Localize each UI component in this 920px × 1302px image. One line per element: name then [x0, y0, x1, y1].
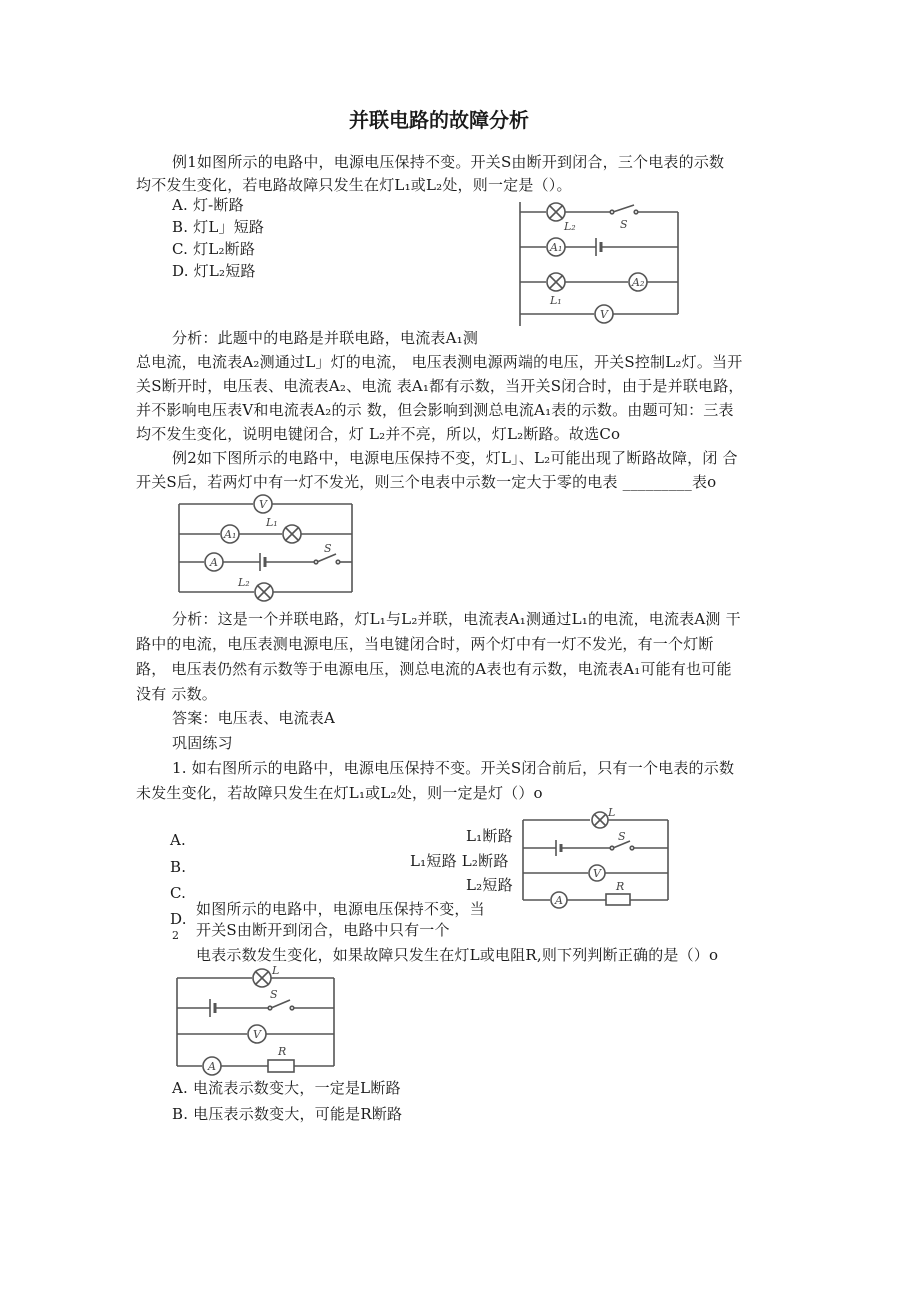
- practice1-option-b-letter: B.: [170, 858, 187, 876]
- svg-text:V: V: [593, 867, 601, 880]
- svg-text:S: S: [620, 218, 628, 231]
- svg-text:L: L: [608, 806, 616, 819]
- ex1-option-c: C. 灯L₂断路: [172, 240, 256, 258]
- practice2-question-line3: 电表示数发生变化，如果故障只发生在灯L或电阻R,则下列判断正确的是（）o: [196, 946, 719, 964]
- svg-text:S: S: [270, 988, 278, 1001]
- circuit-diagram-3: [520, 806, 672, 912]
- svg-text:R: R: [616, 880, 625, 893]
- ex2-answer: 答案：电压表、电流表A: [172, 709, 336, 727]
- practice1-question-line2: 未发生变化，若故障只发生在灯L₁或L₂处，则一定是灯（）o: [136, 784, 543, 802]
- ex1-option-b: B. 灯L」短路: [172, 218, 265, 236]
- switch-icon: [317, 554, 336, 562]
- practice1-option-c-letter: C.: [170, 884, 187, 902]
- svg-text:L₂: L₂: [564, 220, 576, 233]
- svg-text:A: A: [210, 556, 218, 569]
- ex2-question-line1: 例2如下图所示的电路中，电源电压保持不变，灯L」、L₂可能出现了断路故障，闭 合: [172, 449, 738, 467]
- practice2-option-b: B. 电压表示数变大，可能是R断路: [172, 1105, 403, 1123]
- svg-text:A₁: A₁: [224, 528, 237, 541]
- ex2-analysis-line1: 分析：这是一个并联电路，灯L₁与L₂并联，电流表A₁测通过L₁的电流，电流表A测 干: [172, 610, 741, 628]
- practice1-option-a-text: L₁断路: [466, 827, 513, 845]
- ex2-analysis-line3: 路， 电压表仍然有示数等于电源电压，测总电流的A表也有示数，电流表A₁可能有也可能: [136, 660, 732, 678]
- practice1-question-line1: 1. 如右图所示的电路中，电源电压保持不变。开关S闭合前后，只有一个电表的示数: [172, 759, 735, 777]
- ex1-option-a: A. 灯-断路: [172, 196, 244, 214]
- practice1-option-d-letter: D.: [170, 910, 187, 928]
- ex1-analysis-line5: 均不发生变化，说明电键闭合，灯 L₂并不亮，所以，灯L₂断路。故选Co: [136, 425, 621, 443]
- svg-text:V: V: [600, 308, 608, 321]
- ex1-analysis-line1: 分析：此题中的电路是并联电路，电流表A₁测: [172, 329, 479, 347]
- switch-icon: [613, 205, 634, 212]
- svg-text:L₁: L₁: [266, 516, 278, 529]
- svg-text:V: V: [253, 1028, 261, 1041]
- svg-text:V: V: [259, 498, 267, 511]
- ex1-analysis-line2: 总电流，电流表A₂测通过L」灯的电流， 电压表测电源两端的电压，开关S控制L₂灯。当开: [136, 353, 743, 371]
- practice1-option-a-letter: A.: [170, 831, 187, 849]
- resistor-icon: [606, 894, 630, 905]
- ex1-question-line2: 均不发生变化，若电路故障只发生在灯L₁或L₂处，则一定是（）。: [136, 176, 572, 194]
- svg-text:L₁: L₁: [550, 294, 562, 307]
- practice2-number: 2: [172, 929, 179, 942]
- svg-text:A₁: A₁: [550, 241, 563, 254]
- svg-text:R: R: [278, 1045, 287, 1058]
- resistor-icon: [268, 1060, 294, 1072]
- practice1-option-c-text: L₂短路: [466, 876, 513, 894]
- ex2-analysis-line4: 没有 示数。: [136, 685, 217, 703]
- svg-text:L: L: [272, 964, 280, 977]
- svg-text:L₂: L₂: [238, 576, 250, 589]
- circuit-diagram-1: [516, 200, 684, 330]
- practice1-option-b-text: L₁短路 L₂断路: [410, 852, 509, 870]
- page-title: 并联电路的故障分析: [349, 108, 529, 132]
- practice2-question-line2: 开关S由断开到闭合，电路中只有一个: [196, 921, 450, 939]
- svg-text:A: A: [208, 1060, 216, 1073]
- ex1-question-line1: 例1如图所示的电路中，电源电压保持不变。开关S由断开到闭合，三个电表的示数: [172, 153, 725, 171]
- ex2-analysis-line2: 路中的电流，电压表测电源电压，当电键闭合时，两个灯中有一灯不发光，有一个灯断: [136, 635, 714, 653]
- ex1-option-d: D. 灯L₂短路: [172, 262, 256, 280]
- practice2-option-a: A. 电流表示数变大，一定是L断路: [172, 1079, 401, 1097]
- ex2-question-line2: 开关S后，若两灯中有一灯不发光，则三个电表中示数一定大于零的电表 _________表o: [136, 473, 717, 491]
- svg-text:S: S: [618, 830, 626, 843]
- ex1-analysis-line3: 关S断开时，电压表、电流表A₂、电流 表A₁都有示数，当开关S闭合时，由于是并联电路，: [136, 377, 744, 395]
- circuit-diagram-4: [174, 966, 338, 1078]
- switch-icon: [271, 1000, 290, 1008]
- circuit-diagram-2: [176, 490, 356, 605]
- svg-text:S: S: [324, 542, 332, 555]
- practice-heading: 巩固练习: [172, 734, 233, 752]
- practice2-question-line1: 如图所示的电路中，电源电压保持不变，当: [196, 900, 485, 918]
- svg-text:A₂: A₂: [632, 276, 645, 289]
- ex1-analysis-line4: 并不影响电压表V和电流表A₂的示 数，但会影响到测总电流A₁表的示数。由题可知：三表: [136, 401, 734, 419]
- svg-text:A: A: [555, 894, 563, 907]
